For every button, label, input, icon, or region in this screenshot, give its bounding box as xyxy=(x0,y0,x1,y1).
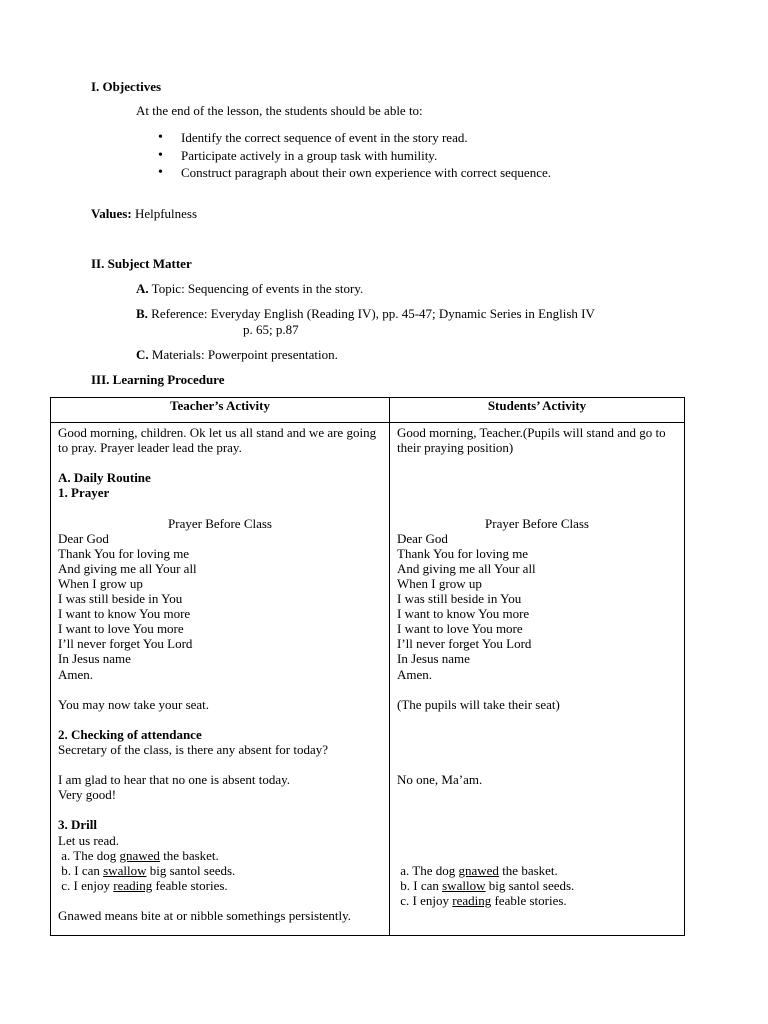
prayer-line: Dear God xyxy=(397,530,448,546)
prayer-line: In Jesus name xyxy=(58,651,131,667)
teacher-activity-cell xyxy=(51,423,390,936)
take-seat-instruction: You may now take your seat. xyxy=(58,696,210,712)
subject-item-b xyxy=(136,306,595,322)
prayer-title: Prayer Before Class xyxy=(485,515,589,531)
daily-routine-heading: A. Daily Routine xyxy=(58,470,151,486)
subject-item-label: A. xyxy=(136,281,149,296)
prayer-heading: 1. Prayer xyxy=(58,485,110,501)
drill-word: swallow xyxy=(442,877,486,893)
objective-item: • Identify the correct sequence of event in the story read. xyxy=(158,129,551,147)
prayer-line: I want to love You more xyxy=(397,621,523,637)
attendance-response: No one, Ma’am. xyxy=(397,772,483,788)
prayer-line: I’ll never forget You Lord xyxy=(397,636,532,652)
prayer-line: When I grow up xyxy=(58,575,143,591)
subject-item-label: B. xyxy=(136,306,148,321)
subject-item-a xyxy=(136,281,363,297)
subject-item-text: Materials: Powerpoint presentation. xyxy=(151,347,338,362)
prayer-line: In Jesus name xyxy=(397,651,470,667)
prayer-line: I’ll never forget You Lord xyxy=(58,636,193,652)
values-label: Values: xyxy=(91,206,132,221)
subject-item-label: C. xyxy=(136,347,149,362)
prayer-line: I want to love You more xyxy=(58,621,184,637)
attendance-question: Secretary of the class, is there any absent for today? xyxy=(58,741,329,757)
prayer-line: When I grow up xyxy=(397,575,482,591)
learning-procedure-heading: III. Learning Procedure xyxy=(91,372,225,387)
drill-item: a. The dog gnawed the basket. xyxy=(397,862,558,878)
subject-item-c xyxy=(136,347,338,363)
subject-item-text: Reference: Everyday English (Reading IV), pp. 45-47; Dynamic Series in English IV xyxy=(151,306,595,321)
subject-item-text: Topic: Sequencing of events in the story. xyxy=(151,281,364,296)
objectives-heading: I. Objectives xyxy=(91,79,162,94)
prayer-line: And giving me all Your all xyxy=(58,560,197,576)
objective-item: • Participate actively in a group task with humility. xyxy=(158,147,551,165)
objectives-intro: At the end of the lesson, the students should be able to: xyxy=(136,103,423,118)
teacher-greeting: Good morning, children. Ok let us all stand and we are going to pray. Prayer leader lead the pray. xyxy=(58,425,377,456)
drill-item: b. I can swallow big santol seeds. xyxy=(397,877,575,893)
prayer-line: Thank You for loving me xyxy=(397,545,529,561)
prayer-line: And giving me all Your all xyxy=(397,560,536,576)
drill-word: gnawed xyxy=(458,862,499,878)
take-seat-response: (The pupils will take their seat) xyxy=(397,696,560,712)
prayer-line: I want to know You more xyxy=(58,606,191,622)
students-activity-header: Students’ Activity xyxy=(390,398,685,423)
prayer-line: Dear God xyxy=(58,530,109,546)
teacher-activity-header: Teacher’s Activity xyxy=(51,398,390,423)
values-text: Helpfulness xyxy=(134,206,198,221)
prayer-line: I want to know You more xyxy=(397,606,530,622)
drill-item: c. I enjoy reading feable stories. xyxy=(58,877,228,893)
attendance-heading: 2. Checking of attendance xyxy=(58,726,202,742)
prayer-title: Prayer Before Class xyxy=(168,515,272,531)
objective-item: • Construct paragraph about their own experience with correct sequence. xyxy=(158,164,551,182)
drill-item: b. I can swallow big santol seeds. xyxy=(58,862,236,878)
students-greeting: Good morning, Teacher.(Pupils will stand and go to their praying position) xyxy=(397,425,666,456)
prayer-line: Amen. xyxy=(397,666,433,682)
drill-word: reading xyxy=(113,877,153,893)
drill-heading: 3. Drill xyxy=(58,817,97,833)
drill-word: reading xyxy=(452,892,492,908)
drill-item: c. I enjoy reading feable stories. xyxy=(397,892,567,908)
glad-remark: I am glad to hear that no one is absent today. xyxy=(58,772,291,788)
prayer-line: I was still beside in You xyxy=(397,591,522,607)
table-row xyxy=(51,423,685,936)
values-line xyxy=(91,206,197,222)
very-good-remark: Very good! xyxy=(58,787,117,803)
drill-item: a. The dog gnawed the basket. xyxy=(58,847,219,863)
subject-item-b-continued: p. 65; p.87 xyxy=(243,322,299,337)
drill-word: gnawed xyxy=(119,847,160,863)
prayer-line: Amen. xyxy=(58,666,94,682)
learning-procedure-table xyxy=(50,397,685,936)
students-activity-cell xyxy=(390,423,685,936)
prayer-line: I was still beside in You xyxy=(58,591,183,607)
prayer-line: Thank You for loving me xyxy=(58,545,190,561)
drill-word: swallow xyxy=(103,862,147,878)
gnawed-definition: Gnawed means bite at or nibble somethings persistently. xyxy=(58,908,352,923)
drill-intro: Let us read. xyxy=(58,832,120,848)
subject-matter-heading: II. Subject Matter xyxy=(91,256,192,271)
objectives-list xyxy=(158,129,551,182)
